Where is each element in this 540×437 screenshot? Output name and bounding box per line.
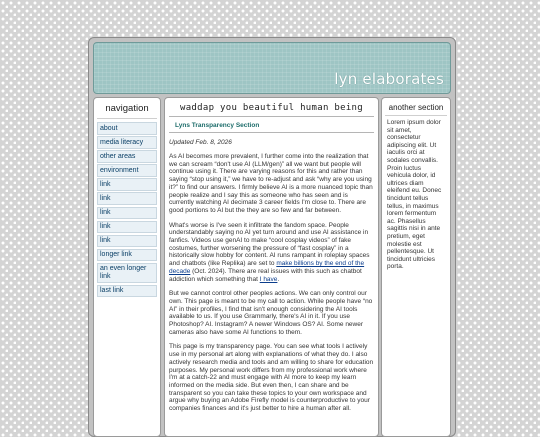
paragraph-2-text-c: . [277,275,280,283]
nav-item-last-link[interactable]: last link [97,285,157,298]
right-sidebar-text: Lorem ipsum dolor sit amet, consectetur adipiscing elit. Ut iaculis orci at sodales convallis. Proin luctus vehicula dolor, id ultrices diam eleifend eu. Donec tincidunt tellus tellus, in maximus lorem fermentum ac. Phasellus sagittis nisi in ante pretium, eget molestie est pellentesque. Ut tincidunt ultricies porta. [387,119,442,271]
nav-item-about[interactable]: about [97,122,157,135]
nav-item-link-4[interactable]: link [97,221,157,234]
site-title[interactable]: lyn elaborates [334,70,444,88]
nav-item-even-longer-link[interactable]: an even longer link [97,263,157,283]
site-header [93,42,451,94]
nav-item-link-1[interactable]: link [97,178,157,191]
paragraph-1: As AI becomes more prevalent, I further come into the realization that we can scream “don't use AI (LLM/gen)” all we want but people will continue using it. There are varying reasons for this and rather than saying “stop using it,” we have to re-adjust and ask “why are you using it?” to find our answers. I firmly believe AI is a more nuanced topic than people realize and I say this as someone who has seen and is currently watching AI decimate 3 career fields I'm close to. There are good portions to AI but the they are so few and far between. [169,153,373,214]
nav-item-other-areas[interactable]: other areas [97,150,157,163]
section-title: Lyns Transparency Section [175,122,260,129]
paragraph-2-text-a: What's worse is I've seen it infiltrate the fandom space. People understandably saying no AI yet turn around and use AI assistance in fanfics. Videos use genAI to make “cool cosplay videos” of fake costumes, further worsening the pressure of “fast cosplay” in a historically slow hobby for content. AI runs rampant in roleplay spaces and chatbots (like Replika) are set to [169,221,370,268]
nav-item-longer-link[interactable]: longer link [97,249,157,262]
nav-item-link-2[interactable]: link [97,192,157,205]
right-sidebar-title: another section [385,101,447,116]
paragraph-4: This page is my transparency page. You can see what tools I actively use in my personal art along with explanations of what they do. I also actively research media and tools and am willing to share for education purposes. My personal work differs from my professional work where I'm at a catch-22 and must engage with AI more to keep my learn informed on the media side. But even then, I can share and be transparent so you can take these topics to your own workspace and argue why buying an Adobe Firefly model is counterproductive to your companies finances and it's just better to hire a human after all. [169,343,374,413]
billions-link[interactable]: make billions by the end of the decade [169,260,365,275]
page-title: waddap you beautiful human being [169,102,374,117]
page-frame [88,37,456,437]
paragraph-3: But we cannot control other peoples actions. We can only control our own. This page is meant to be my call to action. While people have “no AI” in their profiles, I find that isn't enough considering the AI tools available to us. If you use Grammarly, there's AI in it. If you use Photoshop? AI. Instagram? A newer Windows OS? AI. Some newer cameras also have some AI functions to them. [169,290,373,336]
section-divider [169,132,374,133]
nav-item-link-5[interactable]: link [97,235,157,248]
nav-item-media-literacy[interactable]: media literacy [97,136,157,149]
paragraph-2-text-b: (Oct. 2024). There are real issues with this such as chatbot addiction which something that [169,267,362,283]
nav-list [97,122,157,297]
updated-date: Updated Feb. 8, 2026 [169,139,232,146]
nav-item-environment[interactable]: environment [97,164,157,177]
i-have-link[interactable]: I have [259,275,278,283]
nav-item-link-3[interactable]: link [97,207,157,220]
main-content [164,97,379,437]
navigation-title: navigation [97,101,157,119]
right-sidebar [381,97,451,437]
navigation-sidebar [93,97,161,437]
paragraph-2 [169,222,374,284]
